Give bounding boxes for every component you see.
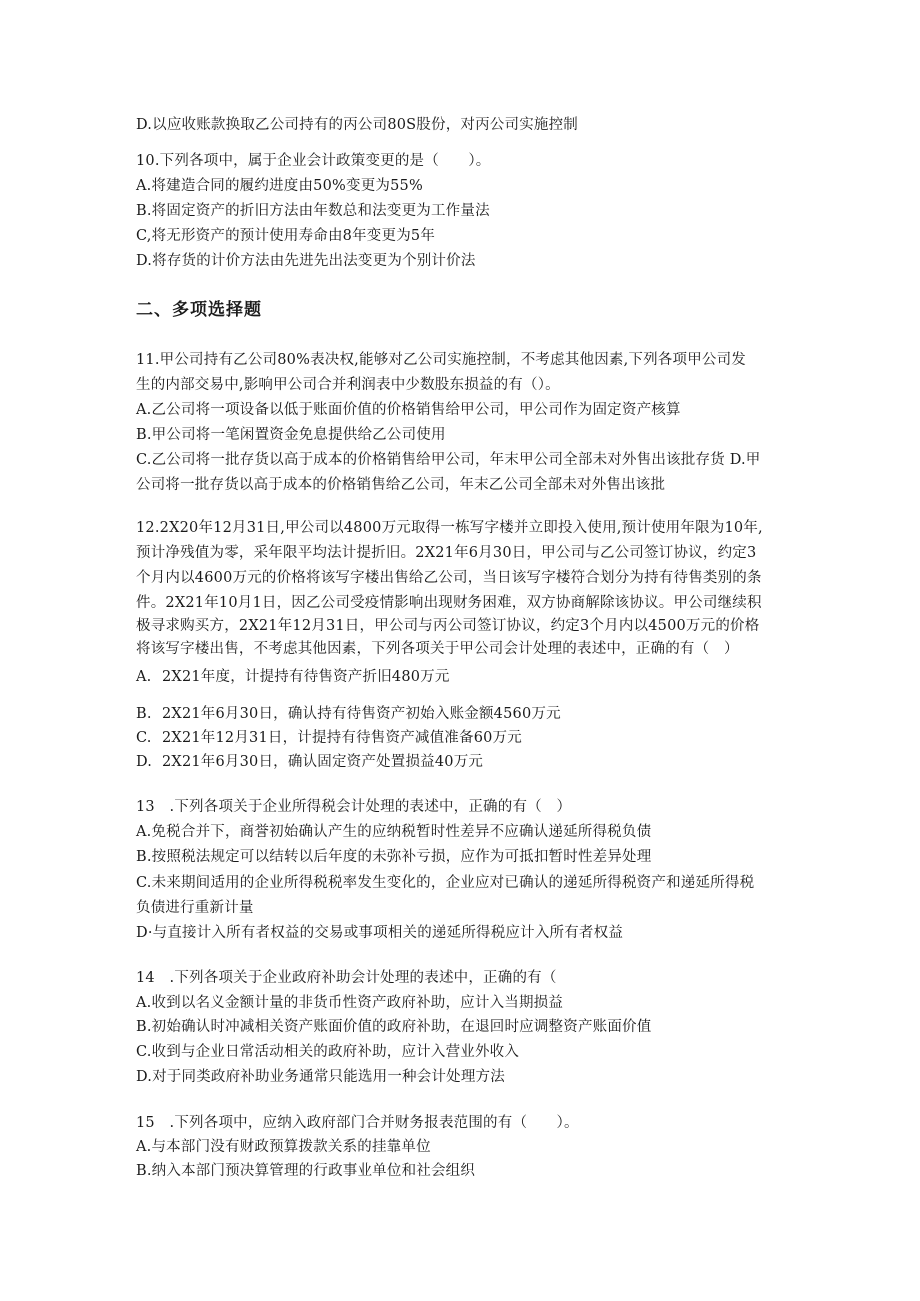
q12-option-c [136, 728, 522, 748]
q11-stem-line-1: 11.甲公司持有乙公司80%表决权,能够对乙公司实施控制，不考虑其他因素,下列各项甲公司发 [136, 352, 747, 368]
q12-option-a-key: A. [136, 669, 152, 685]
q12-option-c-text: 2X21年12月31日，计提持有待售资产减值准备60万元 [162, 730, 522, 746]
q11-option-a: A.乙公司将一项设备以低于账面价值的价格销售给甲公司，甲公司作为固定资产核算 [136, 402, 681, 418]
q15-stem: 15 .下列各项中，应纳入政府部门合并财务报表范围的有（ ）。 [136, 1115, 579, 1131]
q12-option-d-key: D. [136, 754, 153, 770]
q12-stem-line-4: 件。2X21年10月1日，因乙公司受疫情影响出现财务困难，双方协商解除该协议。甲公司继续积 [136, 595, 762, 611]
q11-option-c-line-2: 公司将一批存货以高于成本的价格销售给乙公司，年末乙公司全部未对外售出该批 [136, 477, 666, 493]
q12-stem-line-5: 极寻求购买方，2X21年12月31日，甲公司与丙公司签订协议，约定3个月内以4500万元的价格 [136, 618, 760, 634]
q10-option-b: B.将固定资产的折旧方法由年数总和法变更为工作量法 [136, 203, 490, 219]
q10-option-d: D.将存货的计价方法由先进先出法变更为个别计价法 [136, 253, 476, 269]
q13-option-b: B.按照税法规定可以结转以后年度的未弥补亏损，应作为可抵扣暂时性差异处理 [136, 849, 652, 865]
q13-option-c-line-2: 负债进行重新计量 [136, 900, 254, 916]
q14-option-d: D.对于同类政府补助业务通常只能选用一种会计处理方法 [136, 1069, 505, 1085]
q15-option-a: A.与本部门没有财政预算拨款关系的挂靠单位 [136, 1139, 431, 1155]
q12-stem-line-3: 个月内以4600万元的价格将该写字楼出售给乙公司，当日该写字楼符合划分为持有待售类别的条 [136, 570, 762, 586]
q14-option-c: C.收到与企业日常活动相关的政府补助，应计入营业外收入 [136, 1044, 520, 1060]
q13-option-d: D·与直接计入所有者权益的交易或事项相关的递延所得税应计入所有者权益 [136, 925, 624, 941]
q14-stem: 14 .下列各项关于企业政府补助会计处理的表述中，正确的有（ [136, 970, 557, 986]
q12-option-c-key: C. [136, 730, 152, 746]
q12-stem-line-2: 预计净残值为零，采年限平均法计提折旧。2X21年6月30日，甲公司与乙公司签订协议，约定3 [136, 545, 757, 561]
q10-stem: 10.下列各项中，属于企业会计政策变更的是（ ）。 [136, 153, 491, 169]
q13-stem: 13 .下列各项关于企业所得税会计处理的表述中，正确的有（ ） [136, 799, 572, 815]
q12-option-a [136, 667, 450, 687]
q12-stem-line-6: 将该写字楼出售，不考虑其他因素，下列各项关于甲公司会计处理的表述中，正确的有（ ） [136, 641, 739, 657]
q12-option-b-key: B. [136, 706, 152, 722]
q12-option-d [136, 752, 483, 772]
q15-option-b: B.纳入本部门预决算管理的行政事业单位和社会组织 [136, 1163, 476, 1179]
q12-stem-line-1: 12.2X20年12月31日,甲公司以4800万元取得一栋写字楼并立即投入使用,预计使用年限为10年, [136, 520, 763, 536]
q11-option-b: B.甲公司将一笔闲置资金免息提供给乙公司使用 [136, 427, 446, 443]
q12-option-d-text: 2X21年6月30日，确认固定资产处置损益40万元 [162, 754, 484, 770]
q11-option-c-line-1: C.乙公司将一批存货以高于成本的价格销售给甲公司，年末甲公司全部未对外售出该批存货 D.甲 [136, 452, 761, 468]
q14-option-a: A.收到以名义金额计量的非货币性资产政府补助，应计入当期损益 [136, 995, 564, 1011]
q14-option-b: B.初始确认时冲减相关资产账面价值的政府补助，在退回时应调整资产账面价值 [136, 1019, 652, 1035]
q11-stem-line-2: 生的内部交易中,影响甲公司合并利润表中少数股东损益的有（）。 [136, 377, 560, 393]
q13-option-c-line-1: C.未来期间适用的企业所得税税率发生变化的，企业应对已确认的递延所得税资产和递延所得税 [136, 875, 755, 891]
q12-option-a-text: 2X21年度，计提持有待售资产折旧480万元 [162, 669, 450, 685]
q13-option-a: A.免税合并下，商誉初始确认产生的应纳税暂时性差异不应确认递延所得税负债 [136, 824, 652, 840]
q10-option-c: C,将无形资产的预计使用寿命由8年变更为5年 [136, 228, 436, 244]
q10-option-a: A.将建造合同的履约进度由50%变更为55% [136, 178, 423, 194]
q12-option-b [136, 704, 561, 724]
q9-option-d: D.以应收账款换取乙公司持有的丙公司80S股份，对丙公司实施控制 [136, 117, 578, 133]
q12-option-b-text: 2X21年6月30日，确认持有待售资产初始入账金额4560万元 [162, 706, 561, 722]
section-title-multiple-choice: 二、多项选择题 [136, 300, 262, 320]
